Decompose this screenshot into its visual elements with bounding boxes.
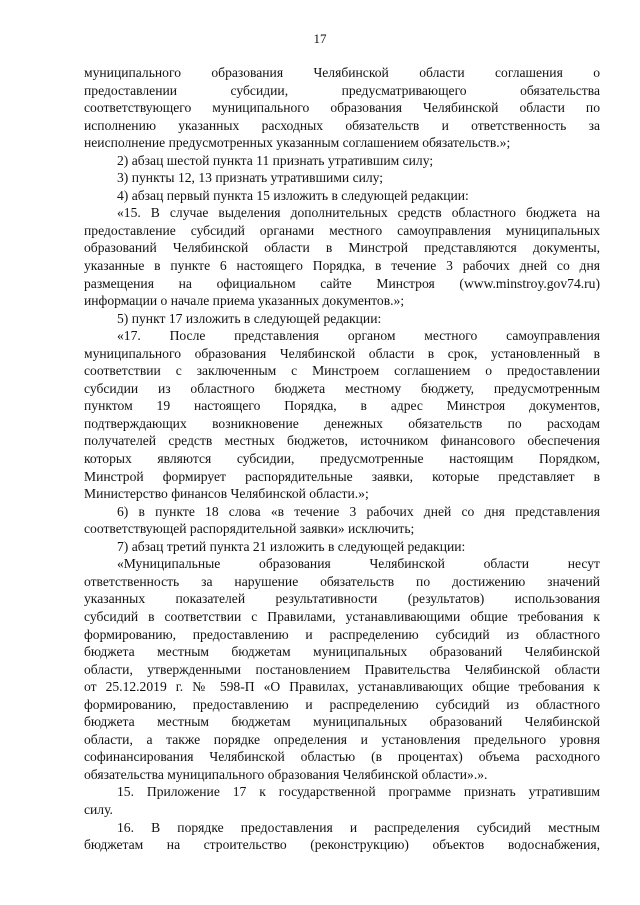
text-line: 7) абзац третий пункта 21 изложить в следующей редакции: <box>117 538 466 554</box>
text-line: 4) абзац первый пункта 15 изложить в следующей редакции: <box>117 187 469 203</box>
text-line: Министерство финансов Челябинской области.»; <box>84 486 369 502</box>
text-line: указанных показателей результативности (результатов) использования <box>84 591 600 607</box>
text-line: муниципального образования Челябинской области в срок, установленный в <box>84 345 600 361</box>
text-line: образований Челябинской области в Минстрой представляются документы, <box>84 240 600 256</box>
text-line: соответствующего муниципального образования Челябинской области по <box>84 100 600 116</box>
text-line: 6) в пункте 18 слова «в течение 3 рабочих дней со дня представления <box>117 503 600 519</box>
text-line: «Муниципальные образования Челябинской области несут <box>117 556 600 572</box>
text-line: пунктом 19 настоящего Порядка, в адрес Минстроя документов, <box>84 398 600 414</box>
text-line: неисполнение предусмотренных указанным соглашением обязательств.»; <box>84 135 511 151</box>
text-line: указанные в пункте 6 настоящего Порядка, в течение 3 рабочих дней со дня <box>84 258 600 274</box>
text-line: подтверждающих возникновение денежных обязательств по расходам <box>84 415 600 431</box>
text-line: предоставление субсидий органами местного самоуправления муниципальных <box>84 222 600 238</box>
text-line: бюджета местным бюджетам муниципальных образований Челябинской <box>84 644 600 660</box>
text-line: бюджета местным бюджетам муниципальных образований Челябинской <box>84 714 600 730</box>
text-line: бюджетам на строительство (реконструкцию) объектов водоснабжения, <box>84 837 600 853</box>
text-line: размещения на официальном сайте Минстроя (www.minstroy.gov74.ru) <box>84 275 600 291</box>
text-line: соответствии с заключенным с Минстроем соглашением о предоставлении <box>84 363 600 379</box>
text-line: области, а также порядке определения и установления предельного уровня <box>84 731 600 747</box>
text-line: предоставлении субсидии, предусматривающего обязательства <box>84 82 600 98</box>
text-line: от 25.12.2019 г. № 598-П «О Правилах, устанавливающих общие требования к <box>84 679 600 695</box>
text-line: субсидии из областного бюджета местному бюджету, предусмотренным <box>84 380 600 396</box>
text-line: информации о начале приема указанных документов.»; <box>84 293 405 309</box>
text-line: обязательства муниципального образования Челябинской области».». <box>84 766 488 782</box>
text-line: формированию, предоставлению и распределению субсидий из областного <box>84 696 600 712</box>
text-line: субсидий в соответствии с Правилами, устанавливающими общие требования к <box>84 608 600 624</box>
text-line: «15. В случае выделения дополнительных средств областного бюджета на <box>117 205 600 221</box>
text-line: получателей средств местных бюджетов, источником финансового обеспечения <box>84 433 600 449</box>
text-line: которых являются субсидии, предусмотренные настоящим Порядком, <box>84 451 600 467</box>
text-line: ответственность за нарушение обязательств по достижению значений <box>84 573 600 589</box>
text-line: софинансирования Челябинской областью (в процентах) объема расходного <box>84 749 600 765</box>
text-line: 5) пункт 17 изложить в следующей редакции: <box>117 310 382 326</box>
text-line: силу. <box>84 801 113 817</box>
text-line: исполнению указанных расходных обязательств и ответственность за <box>84 117 600 133</box>
text-line: «17. После представления органом местного самоуправления <box>117 328 600 344</box>
text-line: области, утвержденными постановлением Правительства Челябинской области <box>84 661 600 677</box>
document-body <box>84 64 600 854</box>
text-line: муниципального образования Челябинской области соглашения о <box>84 65 600 80</box>
text-line: соответствующей распорядительной заявки» исключить; <box>84 521 415 537</box>
text-line: 2) абзац шестой пункта 11 признать утратившим силу; <box>117 152 434 168</box>
text-line: 16. В порядке предоставления и распределения субсидий местным <box>117 819 600 835</box>
text-line: 3) пункты 12, 13 признать утратившими силу; <box>117 170 384 186</box>
page-number: 17 <box>313 31 327 46</box>
text-line: формированию, предоставлению и распределению субсидий из областного <box>84 626 600 642</box>
text-line: 15. Приложение 17 к государственной программе признать утратившим <box>117 784 600 800</box>
text-line: Минстрой формирует распорядительные заявки, которые представляет в <box>84 468 600 484</box>
